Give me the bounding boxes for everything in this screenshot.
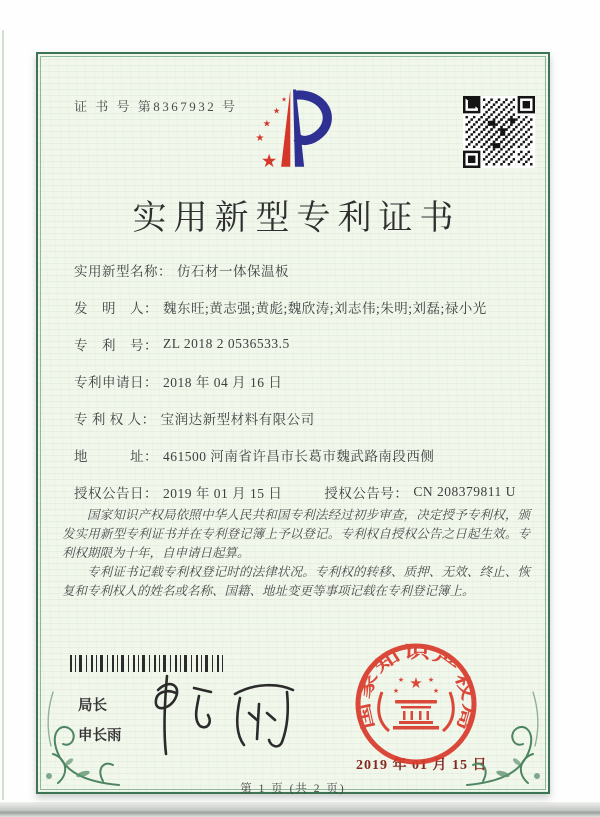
legal-text xyxy=(62,506,530,601)
field-label: 地 址： xyxy=(74,448,158,464)
cnipa-logo-icon xyxy=(248,84,340,176)
grant-number-label: 授权公告号： xyxy=(324,485,409,501)
signer-name: 申长雨 xyxy=(78,728,122,744)
grant-number-value: CN 208379811 U xyxy=(413,483,516,499)
patent-certificate xyxy=(36,52,550,794)
seal-date: 2019 年 01 月 15 日 xyxy=(356,758,488,773)
svg-text:★: ★ xyxy=(255,133,265,145)
seal-star-icon: ★ xyxy=(409,674,423,692)
legal-paragraph-1: 国家知识产权局依照中华人民共和国专利法经过初步审查，决定授予专利权，颁发实用新型专利证书并在专利登记簿上予以登记。专利权自授权公告之日起生效。专利权期限为十年，自申请日起算。 xyxy=(62,508,530,560)
svg-text:★: ★ xyxy=(392,687,400,695)
field-row-inventors xyxy=(74,288,524,325)
field-value: 2018 年 04 月 16 日 xyxy=(163,374,283,390)
svg-text:★: ★ xyxy=(281,95,287,104)
field-value: 宝润达新型材料有限公司 xyxy=(160,411,315,427)
field-row-address xyxy=(74,436,524,473)
logo-star-icon: ★ xyxy=(260,150,278,172)
certificate-title: 实用新型专利证书 xyxy=(132,200,461,237)
svg-text:★: ★ xyxy=(272,105,281,116)
svg-text:★: ★ xyxy=(432,687,440,695)
grant-date-value: 2019 年 01 月 15 日 xyxy=(163,485,283,501)
photo-bottom-shadow xyxy=(0,802,600,817)
corner-flourish-icon xyxy=(460,684,545,789)
qr-code-icon xyxy=(463,96,535,168)
field-row-filing-date xyxy=(74,362,524,399)
field-label: 专利申请日： xyxy=(74,374,158,390)
field-list xyxy=(74,251,524,510)
field-label: 专 利 权 人： xyxy=(74,411,156,427)
photo-page-edge xyxy=(2,30,4,800)
field-value: ZL 2018 2 0536533.5 xyxy=(163,335,290,351)
field-label: 实用新型名称： xyxy=(74,263,172,279)
field-label: 发 明 人： xyxy=(74,300,158,316)
certificate-number: 证 书 号 第8367932 号 xyxy=(74,99,238,114)
legal-paragraph-2: 专利证书记载专利权登记时的法律状况。专利权的转移、质押、无效、终止、恢复和专利权人的姓名或名称、国籍、地址变更等事项记载在专利登记簿上。 xyxy=(62,565,530,598)
seal-text: 国家知识产权局 xyxy=(354,642,479,731)
field-row-patentee xyxy=(74,399,524,436)
svg-text:★: ★ xyxy=(262,118,271,130)
signer-title: 局长 xyxy=(78,698,107,714)
field-value: 仿石材一体保温板 xyxy=(177,263,289,279)
grant-date-label: 授权公告日： xyxy=(74,485,158,501)
corner-flourish-icon xyxy=(41,684,126,789)
svg-text:★: ★ xyxy=(397,676,405,684)
signature-icon xyxy=(136,666,311,761)
field-value: 461500 河南省许昌市长葛市魏武路南段西侧 xyxy=(163,448,435,464)
field-row-patent-number xyxy=(74,325,524,362)
field-row-name xyxy=(74,251,524,288)
page-number: 第 1 页 (共 2 页) xyxy=(240,783,346,795)
field-row-grant xyxy=(74,473,524,510)
field-value: 魏东旺;黄志强;黄彪;魏欣涛;刘志伟;朱明;刘磊;禄小光 xyxy=(163,300,487,316)
field-label: 专 利 号： xyxy=(74,337,158,353)
svg-text:★: ★ xyxy=(427,676,435,684)
